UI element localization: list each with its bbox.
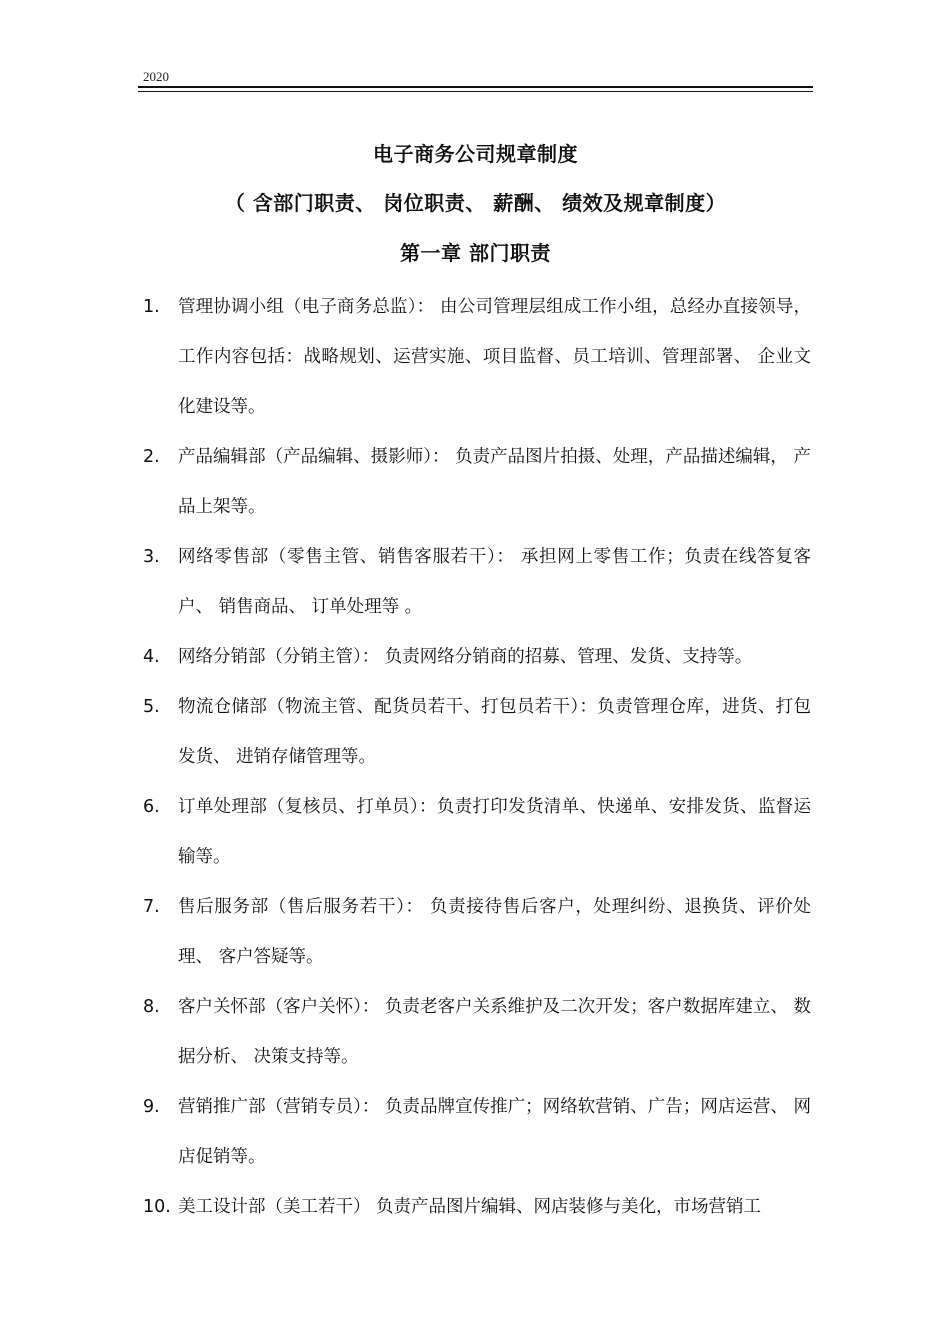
document-title: 电子商务公司规章制度 (373, 142, 578, 166)
list-item (143, 882, 811, 982)
list-item-text: 客户关怀部（客户关怀）： 负责老客户关系维护及二次开发；客户数据库建立、 数据分析、 决策支持等。 (178, 997, 811, 1067)
list-item-text: 物流仓储部（物流主管、配货员若干、打包员若干）：负责管理仓库，进货、打包发货、 进销存储管理等。 (178, 697, 811, 767)
list-item-number: 5. (143, 697, 160, 717)
list-item (143, 1082, 811, 1182)
list-item-number: 9. (143, 1097, 160, 1117)
list-item (143, 532, 811, 632)
list-item (143, 632, 811, 682)
list-item-text: 售后服务部（售后服务若干）： 负责接待售后客户，处理纠纷、退换货、评价处理、 客户答疑等。 (178, 897, 811, 967)
list-item-number: 2. (143, 447, 160, 467)
list-item-text: 管理协调小组（电子商务总监）： 由公司管理层组成工作小组，总经办直接领导，工作内容包括：战略规划、运营实施、项目监督、员工培训、管理部署、 企业文化建设等。 (178, 297, 811, 417)
list-item (143, 682, 811, 782)
list-item-number: 10. (143, 1197, 171, 1217)
list-item (143, 432, 811, 532)
list-item-text: 订单处理部（复核员、打单员）：负责打印发货清单、快递单、安排发货、监督运输等。 (178, 797, 811, 867)
list-item-number: 4. (143, 647, 160, 667)
list-item (143, 1182, 811, 1232)
list-item-number: 1. (143, 297, 160, 317)
header-rule-thin (138, 91, 813, 92)
list-item-text: 营销推广部（营销专员）： 负责品牌宣传推广；网络软营销、广告；网店运营、 网店促销等。 (178, 1097, 811, 1167)
list-item-number: 7. (143, 897, 160, 917)
header-year: 2020 (143, 69, 169, 84)
list-item-number: 3. (143, 547, 160, 567)
list-item-text: 网络分销部（分销主管）： 负责网络分销商的招募、管理、发货、支持等。 (178, 647, 753, 667)
list-item-number: 8. (143, 997, 160, 1017)
header-rule-thick (138, 86, 813, 88)
list-item-number: 6. (143, 797, 160, 817)
department-list (143, 282, 811, 1232)
list-item-text: 美工设计部（美工若干） 负责产品图片编辑、网店装修与美化，市场营销工 (178, 1197, 762, 1217)
list-item (143, 282, 811, 432)
list-item-text: 产品编辑部（产品编辑、摄影师）： 负责产品图片拍摄、处理，产品描述编辑， 产品上架等。 (178, 447, 811, 517)
list-item-text: 网络零售部（零售主管、销售客服若干）： 承担网上零售工作；负责在线答复客户、 销售商品、 订单处理等 。 (178, 547, 811, 617)
document-subtitle: （ 含部门职责、 岗位职责、 薪酬、 绩效及规章制度） (224, 191, 727, 215)
chapter-heading: 第一章 部门职责 (400, 241, 551, 265)
list-item (143, 782, 811, 882)
list-item (143, 982, 811, 1082)
